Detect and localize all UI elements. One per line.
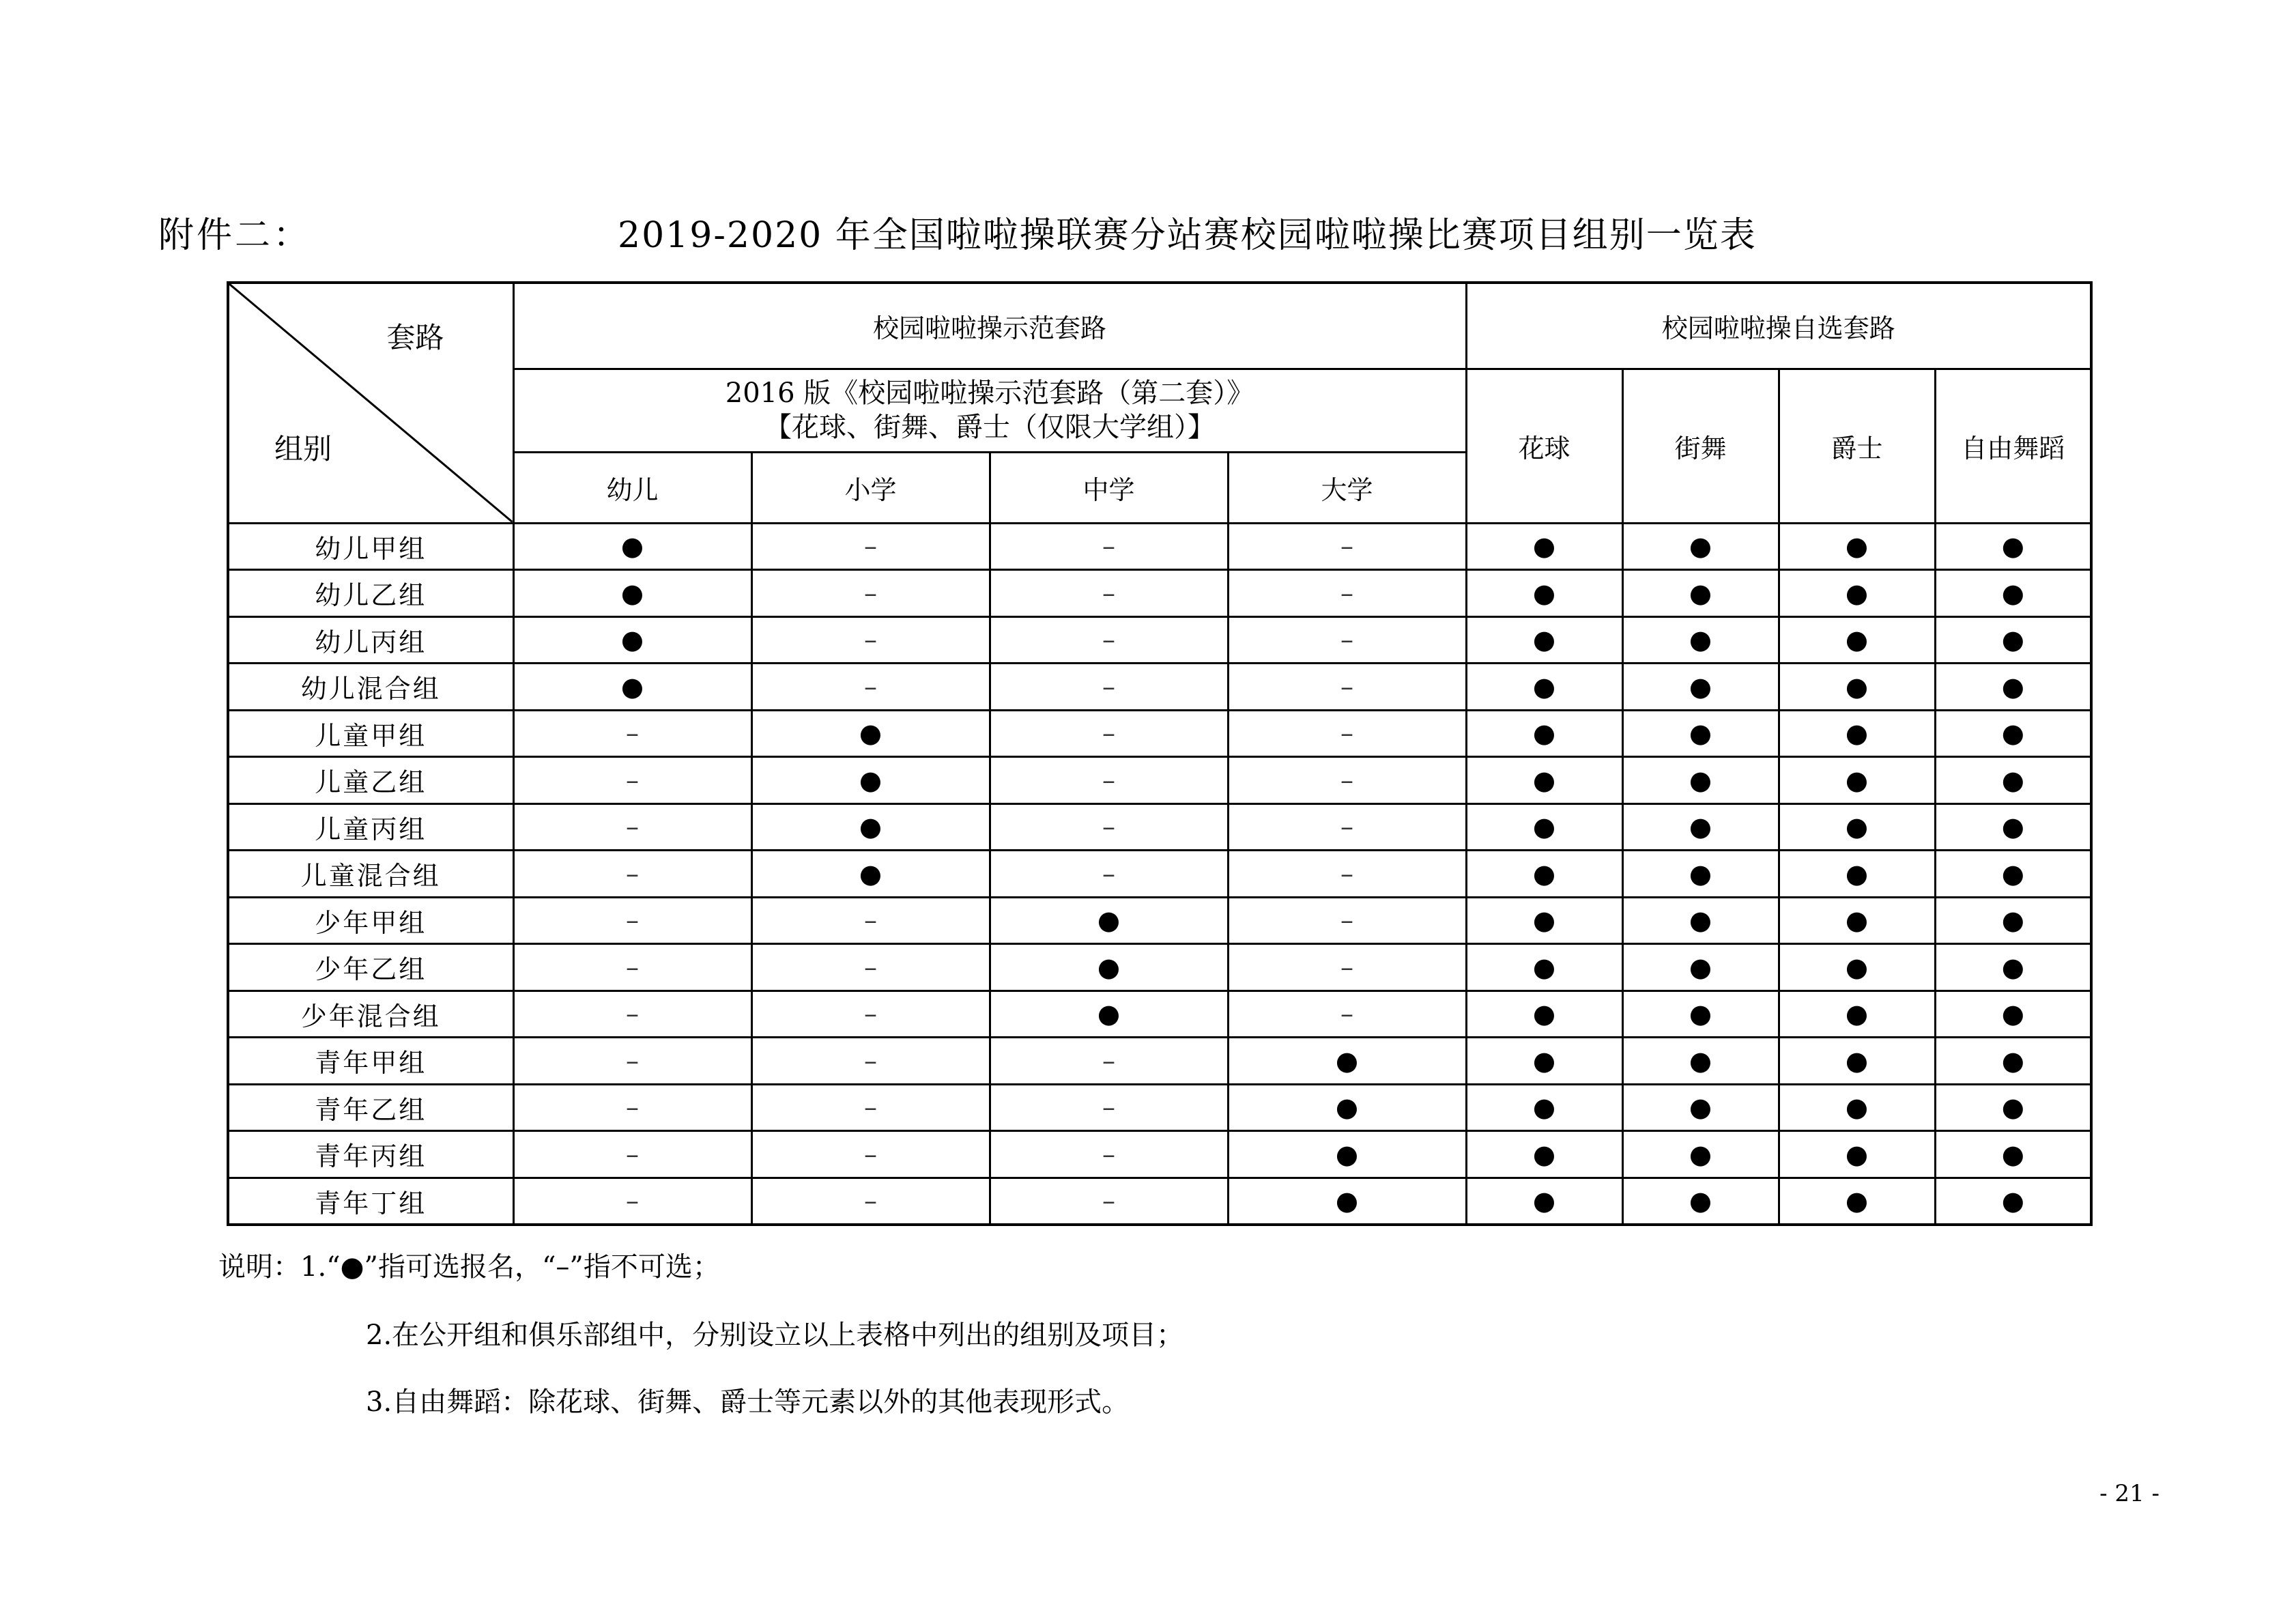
available-mark: ● [1935, 991, 2091, 1038]
unavailable-mark: – [990, 1131, 1228, 1178]
available-mark: ● [1935, 1038, 2091, 1085]
available-mark: ● [1779, 897, 1935, 944]
available-mark: ● [1779, 523, 1935, 570]
unavailable-mark: – [990, 616, 1228, 664]
row-group-label: 幼儿混合组 [228, 664, 513, 711]
table-row [228, 616, 2091, 664]
table-row [228, 1178, 2091, 1225]
available-mark: ● [1622, 1131, 1779, 1178]
row-group-label: 儿童混合组 [228, 851, 513, 898]
available-mark: ● [1779, 1084, 1935, 1131]
available-mark: ● [1466, 1038, 1622, 1085]
unavailable-mark: – [1228, 710, 1466, 757]
free-routine-header: 校园啦啦操自选套路 [1466, 283, 2091, 369]
available-mark: ● [1935, 570, 2091, 617]
available-mark: ● [1466, 897, 1622, 944]
available-mark: ● [1779, 1178, 1935, 1225]
unavailable-mark: – [990, 757, 1228, 804]
available-mark: ● [1622, 664, 1779, 711]
unavailable-mark: – [751, 1178, 990, 1225]
corner-group-label: 组别 [274, 431, 332, 466]
available-mark: ● [1622, 1178, 1779, 1225]
available-mark: ● [1622, 616, 1779, 664]
available-mark: ● [990, 897, 1228, 944]
available-mark: ● [1466, 664, 1622, 711]
available-mark: ● [1779, 1038, 1935, 1085]
available-mark: ● [1935, 851, 2091, 898]
unavailable-mark: – [990, 1178, 1228, 1225]
free-event-header: 爵士 [1779, 369, 1935, 523]
unavailable-mark: – [751, 1084, 990, 1131]
available-mark: ● [1779, 944, 1935, 991]
note-2: 2.在公开组和俱乐部组中，分别设立以上表格中列出的组别及项目； [366, 1320, 1184, 1351]
unavailable-mark: – [990, 570, 1228, 617]
unavailable-mark: – [513, 897, 751, 944]
unavailable-mark: – [1228, 570, 1466, 617]
document-title: 2019-2020 年全国啦啦操联赛分站赛校园啦啦操比赛项目组别一览表 [618, 215, 1757, 256]
available-mark: ● [1622, 897, 1779, 944]
available-mark: ● [1779, 616, 1935, 664]
demo-level-header: 小学 [751, 452, 990, 523]
unavailable-mark: – [513, 757, 751, 804]
unavailable-mark: – [990, 664, 1228, 711]
table-row [228, 710, 2091, 757]
unavailable-mark: – [1228, 851, 1466, 898]
table-row [228, 803, 2091, 851]
demo-level-header: 大学 [1228, 452, 1466, 523]
available-mark: ● [1779, 570, 1935, 617]
available-mark: ● [1466, 757, 1622, 804]
unavailable-mark: – [751, 570, 990, 617]
unavailable-mark: – [513, 1084, 751, 1131]
available-mark: ● [1228, 1178, 1466, 1225]
demo-level-header: 幼儿 [513, 452, 751, 523]
available-mark: ● [513, 523, 751, 570]
table-row [228, 570, 2091, 617]
table-row [228, 757, 2091, 804]
unavailable-mark: – [1228, 803, 1466, 851]
available-mark: ● [1622, 991, 1779, 1038]
row-group-label: 儿童丙组 [228, 803, 513, 851]
available-mark: ● [1466, 991, 1622, 1038]
row-group-label: 青年丁组 [228, 1178, 513, 1225]
unavailable-mark: – [751, 991, 990, 1038]
note-1: 说明：1.“●”指可选报名，“–”指不可选； [218, 1251, 720, 1283]
row-group-label: 青年乙组 [228, 1084, 513, 1131]
unavailable-mark: – [513, 944, 751, 991]
version-note-cell [513, 369, 1466, 452]
unavailable-mark: – [990, 1038, 1228, 1085]
available-mark: ● [1622, 1038, 1779, 1085]
available-mark: ● [1779, 1131, 1935, 1178]
available-mark: ● [1779, 803, 1935, 851]
available-mark: ● [1779, 664, 1935, 711]
table-row [228, 1084, 2091, 1131]
unavailable-mark: – [990, 851, 1228, 898]
available-mark: ● [990, 991, 1228, 1038]
available-mark: ● [1622, 944, 1779, 991]
available-mark: ● [1622, 803, 1779, 851]
available-mark: ● [513, 570, 751, 617]
available-mark: ● [1466, 710, 1622, 757]
row-group-label: 青年甲组 [228, 1038, 513, 1085]
unavailable-mark: – [1228, 991, 1466, 1038]
free-event-header: 花球 [1466, 369, 1622, 523]
available-mark: ● [1228, 1131, 1466, 1178]
unavailable-mark: – [513, 1038, 751, 1085]
unavailable-mark: – [751, 944, 990, 991]
page-number: - 21 - [2099, 1480, 2159, 1507]
table-row [228, 991, 2091, 1038]
available-mark: ● [1466, 1178, 1622, 1225]
table-row [228, 1038, 2091, 1085]
demo-routine-header: 校园啦啦操示范套路 [513, 283, 1466, 369]
unavailable-mark: – [1228, 757, 1466, 804]
available-mark: ● [513, 616, 751, 664]
demo-level-header: 中学 [990, 452, 1228, 523]
row-group-label: 幼儿乙组 [228, 570, 513, 617]
available-mark: ● [1935, 1131, 2091, 1178]
available-mark: ● [1935, 803, 2091, 851]
available-mark: ● [751, 710, 990, 757]
unavailable-mark: – [751, 664, 990, 711]
available-mark: ● [1466, 616, 1622, 664]
available-mark: ● [1228, 1084, 1466, 1131]
unavailable-mark: – [1228, 616, 1466, 664]
available-mark: ● [1228, 1038, 1466, 1085]
available-mark: ● [1466, 851, 1622, 898]
row-group-label: 少年乙组 [228, 944, 513, 991]
available-mark: ● [1622, 570, 1779, 617]
row-group-label: 儿童乙组 [228, 757, 513, 804]
event-group-table [227, 281, 2093, 1226]
free-event-header: 街舞 [1622, 369, 1779, 523]
table-row [228, 664, 2091, 711]
unavailable-mark: – [751, 1131, 990, 1178]
unavailable-mark: – [513, 710, 751, 757]
available-mark: ● [1622, 1084, 1779, 1131]
available-mark: ● [1779, 991, 1935, 1038]
row-group-label: 幼儿甲组 [228, 523, 513, 570]
available-mark: ● [1935, 897, 2091, 944]
available-mark: ● [1466, 570, 1622, 617]
available-mark: ● [1935, 710, 2091, 757]
table-row [228, 851, 2091, 898]
unavailable-mark: – [990, 1084, 1228, 1131]
available-mark: ● [1935, 1178, 2091, 1225]
available-mark: ● [1466, 803, 1622, 851]
unavailable-mark: – [751, 523, 990, 570]
unavailable-mark: – [1228, 897, 1466, 944]
row-group-label: 幼儿丙组 [228, 616, 513, 664]
note-3: 3.自由舞蹈：除花球、街舞、爵士等元素以外的其他表现形式。 [366, 1386, 1130, 1418]
unavailable-mark: – [513, 851, 751, 898]
free-event-header: 自由舞蹈 [1935, 369, 2091, 523]
unavailable-mark: – [990, 523, 1228, 570]
available-mark: ● [1466, 1131, 1622, 1178]
available-mark: ● [1935, 523, 2091, 570]
version-line-2: 【花球、街舞、爵士（仅限大学组）】 [764, 412, 1215, 443]
row-group-label: 儿童甲组 [228, 710, 513, 757]
available-mark: ● [1779, 757, 1935, 804]
available-mark: ● [1935, 944, 2091, 991]
corner-route-label: 套路 [386, 321, 444, 354]
unavailable-mark: – [513, 991, 751, 1038]
unavailable-mark: – [751, 1038, 990, 1085]
available-mark: ● [1466, 944, 1622, 991]
row-group-label: 少年混合组 [228, 991, 513, 1038]
table-row [228, 944, 2091, 991]
available-mark: ● [1622, 523, 1779, 570]
unavailable-mark: – [990, 803, 1228, 851]
available-mark: ● [513, 664, 751, 711]
available-mark: ● [751, 803, 990, 851]
available-mark: ● [1466, 1084, 1622, 1131]
unavailable-mark: – [990, 710, 1228, 757]
available-mark: ● [1622, 710, 1779, 757]
corner-header-cell [228, 283, 513, 523]
available-mark: ● [751, 757, 990, 804]
available-mark: ● [751, 851, 990, 898]
unavailable-mark: – [513, 1131, 751, 1178]
available-mark: ● [1779, 710, 1935, 757]
unavailable-mark: – [1228, 664, 1466, 711]
unavailable-mark: – [513, 1178, 751, 1225]
unavailable-mark: – [751, 897, 990, 944]
unavailable-mark: – [513, 803, 751, 851]
available-mark: ● [1622, 757, 1779, 804]
available-mark: ● [990, 944, 1228, 991]
attachment-label: 附件二： [158, 215, 312, 256]
row-group-label: 少年甲组 [228, 897, 513, 944]
available-mark: ● [1935, 757, 2091, 804]
available-mark: ● [1935, 664, 2091, 711]
available-mark: ● [1622, 851, 1779, 898]
available-mark: ● [1466, 523, 1622, 570]
unavailable-mark: – [1228, 523, 1466, 570]
available-mark: ● [1779, 851, 1935, 898]
diagonal-divider [229, 284, 513, 522]
available-mark: ● [1935, 1084, 2091, 1131]
table-row [228, 897, 2091, 944]
unavailable-mark: – [1228, 944, 1466, 991]
row-group-label: 青年丙组 [228, 1131, 513, 1178]
table-row [228, 523, 2091, 570]
available-mark: ● [1935, 616, 2091, 664]
unavailable-mark: – [751, 616, 990, 664]
version-line-1: 2016 版《校园啦啦操示范套路（第二套）》 [725, 377, 1254, 409]
table-row [228, 1131, 2091, 1178]
